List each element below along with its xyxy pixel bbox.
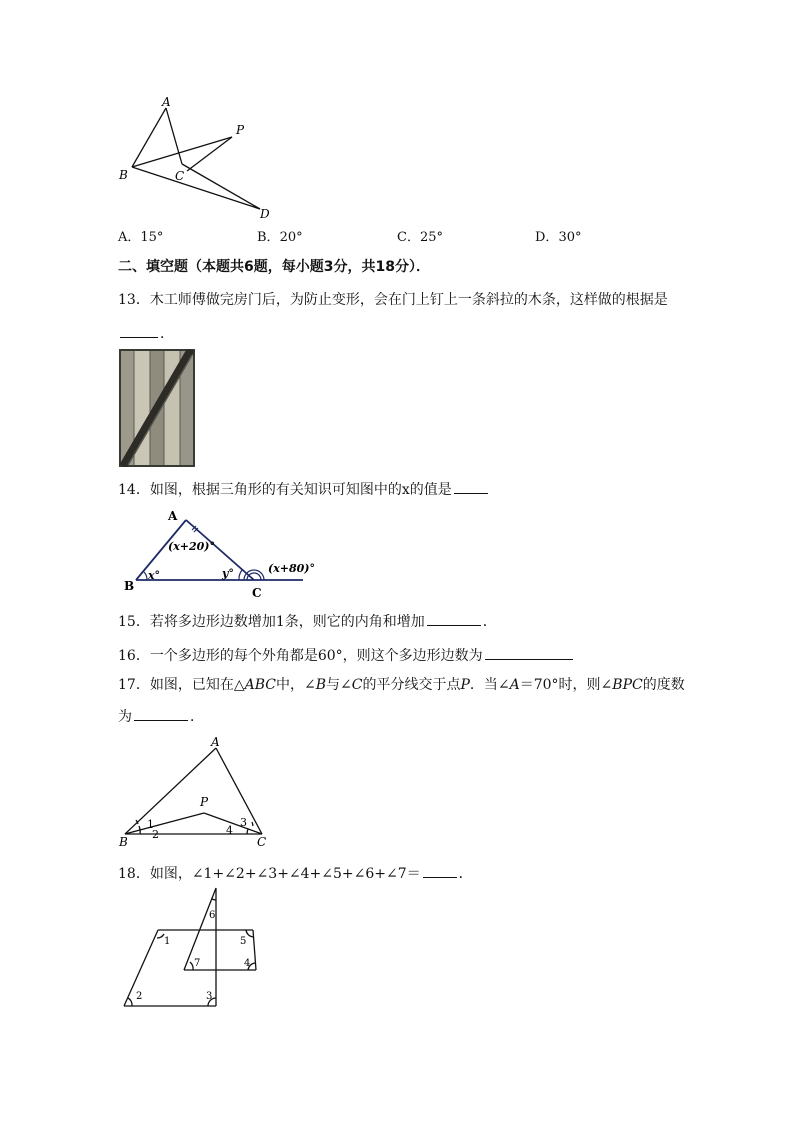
q12-option-d[interactable]: D．30°	[535, 230, 582, 245]
q16-answer-blank[interactable]	[485, 645, 573, 660]
q12-option-a[interactable]: A．15°	[118, 230, 164, 245]
q13-answer-blank[interactable]	[120, 323, 158, 338]
q16-text: 16．一个多边形的每个外角都是60°，则这个多边形边数为	[118, 645, 575, 666]
q12-label-p: P	[236, 123, 245, 137]
q17-figure	[116, 734, 276, 850]
q18-angle-1: 1	[164, 936, 171, 947]
q17-label-a: A	[211, 735, 220, 749]
q18-angle-3: 3	[206, 991, 213, 1002]
q17-label-p: P	[200, 795, 209, 809]
door-photo	[119, 349, 195, 467]
q18-figure	[118, 886, 268, 1010]
q13-answer-line: ．	[118, 323, 174, 344]
q17-angle-1: 1	[147, 818, 154, 831]
q17-label-c: C	[257, 835, 267, 849]
q14-angle-a: (x+20)°	[168, 540, 215, 553]
q18-angle-7: 7	[194, 958, 201, 969]
q14-figure	[118, 506, 328, 600]
q15-answer-blank[interactable]	[427, 611, 481, 626]
q12-option-b[interactable]: B．20°	[257, 230, 303, 245]
q12-label-a: A	[162, 95, 171, 109]
q14-answer-blank[interactable]	[454, 479, 488, 494]
q17-text: 17．如图，已知在△ABC中，∠B与∠C的平分线交于点P．当∠A＝70°时，则∠BPC的度数	[118, 677, 685, 693]
q12-label-c: C	[175, 169, 185, 183]
q14-angle-ext: (x+80)°	[268, 562, 315, 575]
q12-label-b: B	[119, 168, 128, 182]
q15-text: 15．若将多边形边数增加1条，则它的内角和增加 ．	[118, 611, 497, 632]
q12-figure	[110, 92, 290, 224]
q14-text: 14．如图，根据三角形的有关知识可知图中的x的值是	[118, 479, 490, 500]
q17-angle-3: 3	[240, 816, 247, 829]
q14-label-c: C	[252, 586, 262, 600]
q18-angle-2: 2	[136, 991, 143, 1002]
q14-label-b: B	[124, 579, 135, 593]
q13-text: 13．木工师傅做完房门后，为防止变形，会在门上钉上一条斜拉的木条，这样做的根据是	[118, 292, 668, 308]
q17-answer-line: 为 ．	[118, 706, 204, 727]
q17-answer-blank[interactable]	[134, 706, 188, 721]
q12-option-c[interactable]: C．25°	[397, 230, 443, 245]
q17-angle-4: 4	[226, 824, 233, 837]
q14-label-a: A	[168, 509, 178, 523]
q18-text: 18．如图，∠1+∠2+∠3+∠4+∠5+∠6+∠7＝ ．	[118, 863, 473, 884]
q14-angle-b: x°	[148, 569, 161, 582]
q17-label-b: B	[119, 835, 128, 849]
q12-label-d: D	[260, 207, 270, 221]
q17-angle-2: 2	[152, 828, 159, 841]
q14-angle-y: y°	[222, 567, 234, 580]
q18-angle-4: 4	[244, 958, 251, 969]
q18-angle-5: 5	[240, 936, 247, 947]
q18-answer-blank[interactable]	[423, 863, 457, 878]
q18-angle-6: 6	[209, 910, 216, 921]
section-title: 二、填空题（本题共6题，每小题3分，共18分）．	[118, 259, 430, 275]
